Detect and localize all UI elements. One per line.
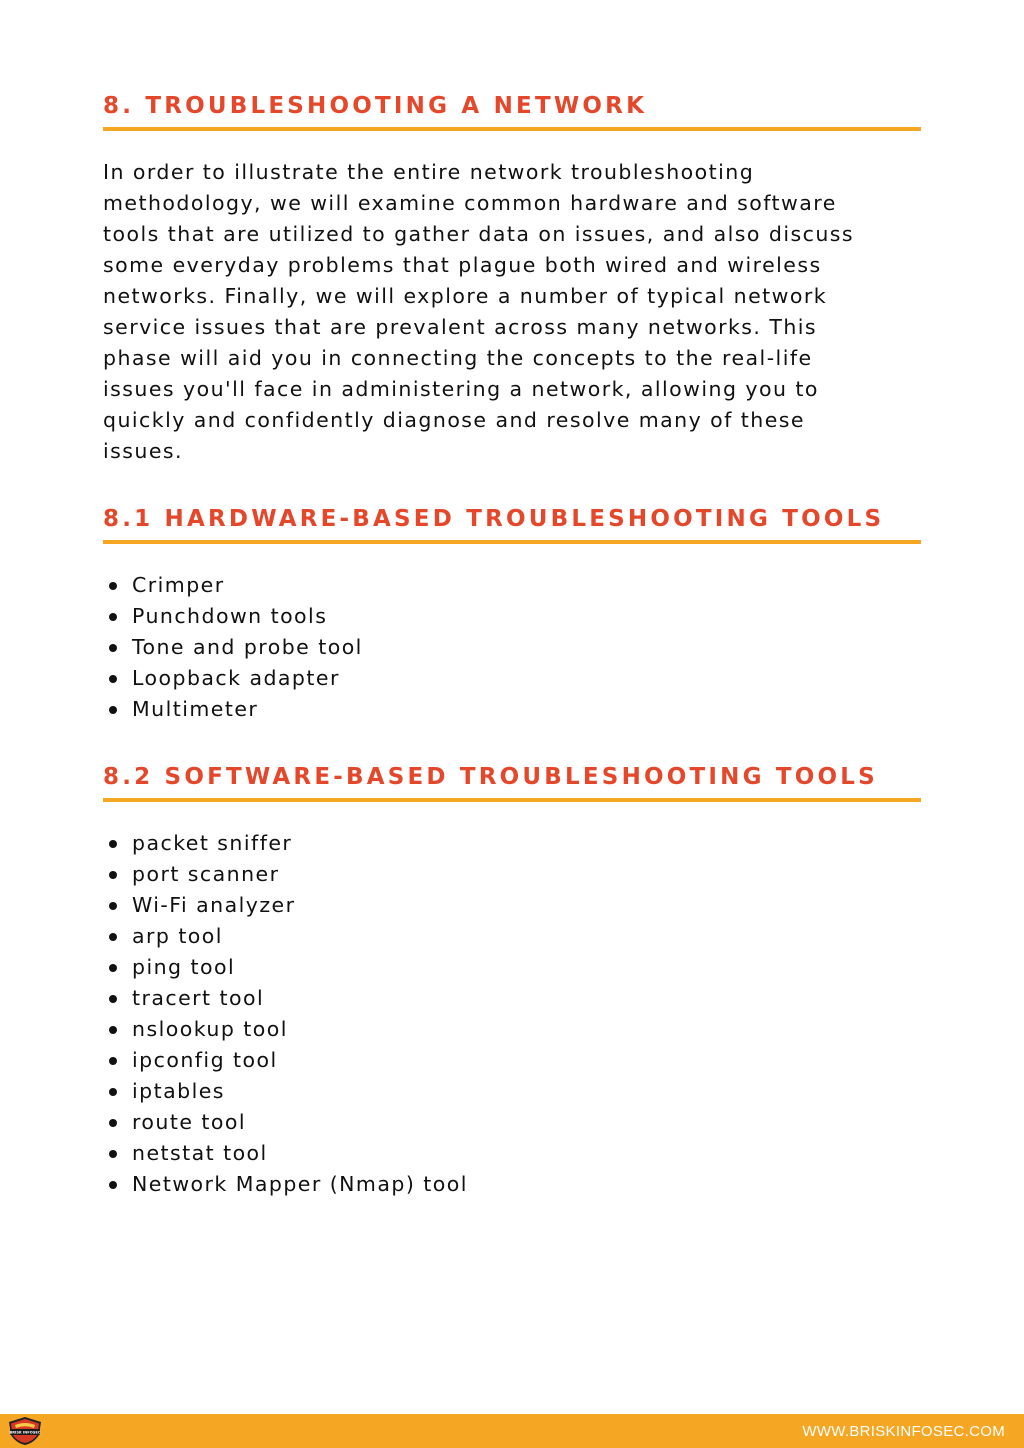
list-item	[103, 601, 923, 632]
heading-underline	[103, 540, 921, 544]
list-item-label: ipconfig tool	[132, 1048, 278, 1072]
paragraph-line: phase will aid you in connecting the concepts to the real-life	[103, 346, 813, 370]
bullet-icon	[109, 1181, 117, 1189]
website-url: WWW.BRISKINFOSEC.COM	[802, 1423, 1005, 1440]
list-item-label: Punchdown tools	[132, 604, 328, 628]
list-item-label: Multimeter	[132, 697, 259, 721]
document-body	[103, 90, 923, 1200]
paragraph-line: quickly and confidently diagnose and resolve many of these	[103, 408, 805, 432]
list-item	[103, 890, 923, 921]
list-item	[103, 983, 923, 1014]
section-heading: 8.1 HARDWARE-BASED TROUBLESHOOTING TOOLS	[103, 506, 885, 532]
list-item	[103, 952, 923, 983]
section-software-tools	[103, 761, 923, 1200]
list-item-label: netstat tool	[132, 1141, 268, 1165]
bullet-icon	[109, 1057, 117, 1065]
paragraph-line: In order to illustrate the entire network troubleshooting	[103, 160, 755, 184]
list-item-label: Network Mapper (Nmap) tool	[132, 1172, 468, 1196]
heading-underline	[103, 127, 921, 131]
bullet-icon	[109, 902, 117, 910]
footer-bar	[0, 1414, 1024, 1448]
list-item-label: Tone and probe tool	[132, 635, 363, 659]
bullet-icon	[109, 1150, 117, 1158]
hardware-tools-list	[103, 570, 923, 725]
list-item	[103, 1138, 923, 1169]
list-item	[103, 1107, 923, 1138]
list-item	[103, 1045, 923, 1076]
paragraph-line: some everyday problems that plague both wired and wireless	[103, 253, 822, 277]
bullet-icon	[109, 706, 117, 714]
list-item	[103, 1014, 923, 1045]
list-item-label: packet sniffer	[132, 831, 293, 855]
list-item	[103, 1169, 923, 1200]
heading-underline	[103, 798, 921, 802]
bullet-icon	[109, 1026, 117, 1034]
list-item	[103, 1076, 923, 1107]
list-item-label: route tool	[132, 1110, 246, 1134]
section-heading: 8. TROUBLESHOOTING A NETWORK	[103, 93, 648, 119]
bullet-icon	[109, 1119, 117, 1127]
section-hardware-tools	[103, 503, 923, 725]
bullet-icon	[109, 582, 117, 590]
paragraph-line: issues.	[103, 439, 184, 463]
bullet-icon	[109, 613, 117, 621]
list-item-label: tracert tool	[132, 986, 265, 1010]
list-item-label: iptables	[132, 1079, 225, 1103]
list-item-label: port scanner	[132, 862, 280, 886]
bullet-icon	[109, 933, 117, 941]
list-item-label: arp tool	[132, 924, 223, 948]
paragraph-line: networks. Finally, we will explore a number of typical network	[103, 284, 828, 308]
svg-text:BRISK INFOSEC: BRISK INFOSEC	[9, 1430, 41, 1435]
list-item-label: ping tool	[132, 955, 236, 979]
bullet-icon	[109, 871, 117, 879]
bullet-icon	[109, 995, 117, 1003]
list-item-label: nslookup tool	[132, 1017, 288, 1041]
list-item	[103, 632, 923, 663]
list-item-label: Crimper	[132, 573, 225, 597]
section-troubleshooting-network	[103, 90, 923, 467]
paragraph-line: methodology, we will examine common hardware and software	[103, 191, 837, 215]
paragraph-line: tools that are utilized to gather data on issues, and also discuss	[103, 222, 855, 246]
intro-paragraph	[103, 157, 933, 467]
list-item	[103, 859, 923, 890]
list-item	[103, 828, 923, 859]
list-item	[103, 570, 923, 601]
bullet-icon	[109, 1088, 117, 1096]
software-tools-list	[103, 828, 923, 1200]
list-item	[103, 921, 923, 952]
list-item	[103, 663, 923, 694]
paragraph-line: issues you'll face in administering a network, allowing you to	[103, 377, 819, 401]
list-item	[103, 694, 923, 725]
list-item-label: Wi-Fi analyzer	[132, 893, 296, 917]
list-item-label: Loopback adapter	[132, 666, 340, 690]
bullet-icon	[109, 840, 117, 848]
section-heading: 8.2 SOFTWARE-BASED TROUBLESHOOTING TOOLS	[103, 764, 878, 790]
brisk-infosec-logo-icon	[6, 1416, 44, 1446]
bullet-icon	[109, 964, 117, 972]
bullet-icon	[109, 675, 117, 683]
bullet-icon	[109, 644, 117, 652]
paragraph-line: service issues that are prevalent across many networks. This	[103, 315, 818, 339]
